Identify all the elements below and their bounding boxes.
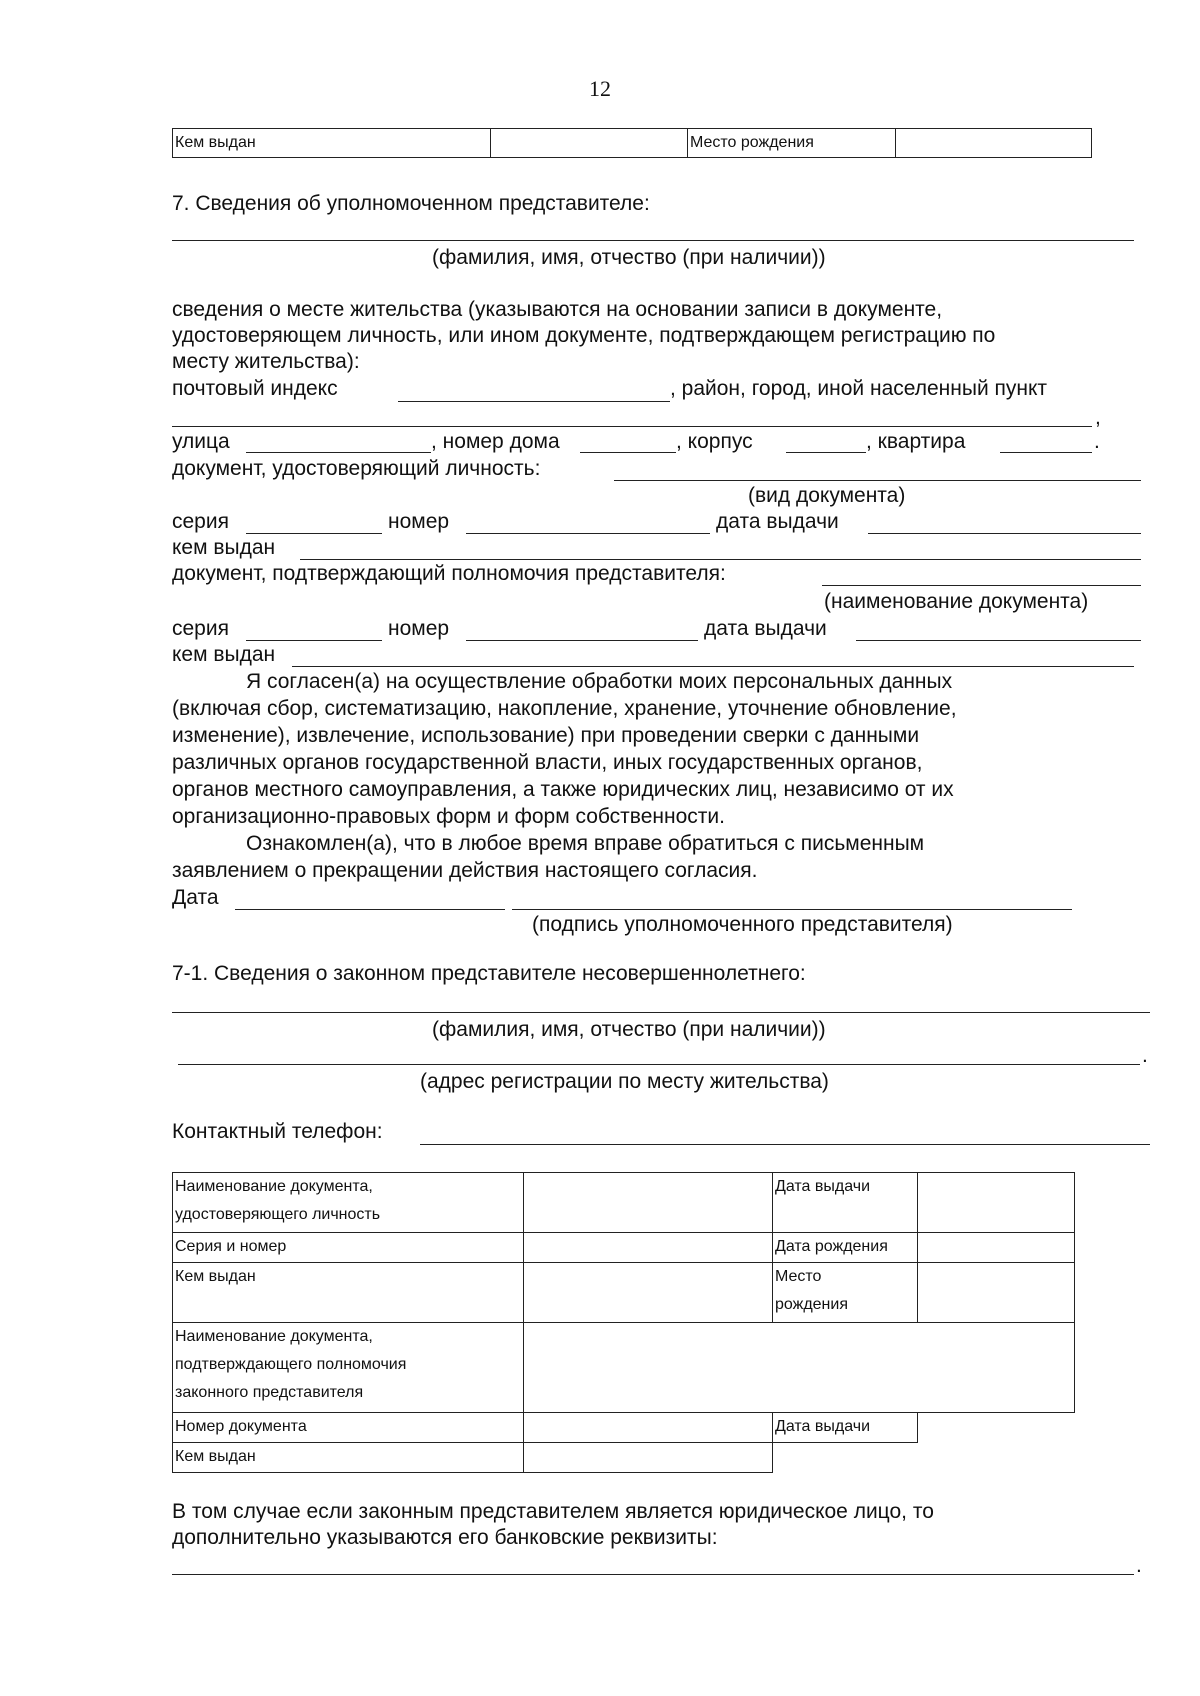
house-label: , номер дома: [431, 430, 560, 453]
series-line[interactable]: [246, 533, 382, 534]
residence-text-2: удостоверяющем личность, или ином документе, подтверждающем регистрацию по: [172, 324, 996, 347]
issued-by-label-2: кем выдан: [172, 643, 276, 666]
issue-date-value[interactable]: [918, 1173, 1075, 1233]
residence-text-3: месту жительства):: [172, 350, 360, 373]
issued-by-line-2[interactable]: [292, 666, 1134, 667]
authority-doc-cell-label: Наименование документа, подтверждающего полномочия законного представителя: [173, 1323, 524, 1413]
doc-name-value[interactable]: [524, 1173, 773, 1233]
doc-issue-date-label: Дата выдачи: [773, 1413, 918, 1443]
informed-line-2: заявлением о прекращении действия настоящего согласия.: [172, 859, 758, 882]
building-line[interactable]: [786, 452, 866, 453]
birthplace-cell: Место рождения: [688, 129, 896, 158]
signature-line[interactable]: [512, 909, 1072, 910]
section-7-1-title: 7-1. Сведения о законном представителе несовершеннолетнего:: [172, 962, 806, 985]
top-table: [172, 128, 1092, 158]
birthplace-value[interactable]: [896, 129, 1092, 158]
series-line-2[interactable]: [246, 640, 382, 641]
page-number: 12: [589, 76, 611, 101]
series-number-label: Серия и номер: [173, 1233, 524, 1263]
issued-by-label: кем выдан: [172, 536, 276, 559]
bank-dot: .: [1136, 1554, 1142, 1577]
authority-doc-line[interactable]: [822, 585, 1141, 586]
empty-cell: [918, 1443, 1075, 1473]
series-label-2: серия: [172, 617, 229, 640]
bank-text-2: дополнительно указываются его банковские реквизиты:: [172, 1526, 718, 1549]
date-label: Дата: [172, 886, 219, 909]
issued-by-cell-value[interactable]: [524, 1263, 773, 1323]
number-label: номер: [388, 510, 450, 533]
consent-line-1: Я согласен(а) на осуществление обработки моих персональных данных: [246, 670, 953, 693]
doc-issue-date-value[interactable]: [918, 1413, 1075, 1443]
doc-name-label: Наименование документа, удостоверяющего личность: [173, 1173, 524, 1233]
date-line[interactable]: [235, 909, 505, 910]
minor-rep-fio-line[interactable]: [172, 1012, 1150, 1013]
representative-doc-table: [172, 1172, 1075, 1473]
registration-address-line[interactable]: [178, 1064, 1140, 1065]
apartment-label: , квартира: [866, 430, 966, 453]
consent-line-2: (включая сбор, систематизацию, накопление, хранение, уточнение обновление,: [172, 697, 957, 720]
authority-doc-cell-value[interactable]: [524, 1323, 1075, 1413]
address-dot: .: [1094, 430, 1100, 453]
bank-details-line[interactable]: [172, 1574, 1134, 1575]
settlement-comma: ,: [1095, 406, 1101, 429]
district-label: , район, город, иной населенный пункт: [670, 377, 1048, 400]
section-7-title: 7. Сведения об уполномоченном представителе:: [172, 192, 650, 215]
doc-number-value[interactable]: [524, 1413, 773, 1443]
issue-date-label: дата выдачи: [716, 510, 839, 533]
number-line-2[interactable]: [466, 640, 698, 641]
street-label: улица: [172, 430, 230, 453]
consent-line-3: изменение), извлечение, использование) при проведении сверки с данными: [172, 724, 920, 747]
doc-issued-by-value[interactable]: [524, 1443, 773, 1473]
series-number-value[interactable]: [524, 1233, 773, 1263]
issued-by-line[interactable]: [300, 559, 1141, 560]
apartment-line[interactable]: [1000, 452, 1092, 453]
doc-type-caption: (вид документа): [748, 484, 906, 507]
signature-caption: (подпись уполномоченного представителя): [532, 913, 953, 936]
street-line[interactable]: [246, 452, 431, 453]
consent-line-5: органов местного самоуправления, а также юридических лиц, независимо от их: [172, 778, 954, 801]
building-label: , корпус: [676, 430, 753, 453]
fio-line[interactable]: [172, 240, 1134, 241]
number-line[interactable]: [466, 533, 710, 534]
issue-date-line[interactable]: [868, 533, 1141, 534]
birthplace-cell-label: Место рождения: [773, 1263, 918, 1323]
house-line[interactable]: [580, 452, 676, 453]
issued-by-cell-label: Кем выдан: [173, 1263, 524, 1323]
id-doc-line[interactable]: [614, 480, 1141, 481]
birth-date-label: Дата рождения: [773, 1233, 918, 1263]
issued-by-cell: Кем выдан: [173, 129, 491, 158]
doc-number-label: Номер документа: [173, 1413, 524, 1443]
phone-label: Контактный телефон:: [172, 1120, 383, 1143]
doc-issued-by-label: Кем выдан: [173, 1443, 524, 1473]
issued-by-value[interactable]: [491, 129, 688, 158]
doc-name-caption: (наименование документа): [824, 590, 1089, 613]
fio-caption: (фамилия, имя, отчество (при наличии)): [432, 246, 826, 269]
empty-cell: [773, 1443, 918, 1473]
address-caption: (адрес регистрации по месту жительства): [420, 1070, 829, 1093]
informed-line-1: Ознакомлен(а), что в любое время вправе обратиться с письменным: [246, 832, 925, 855]
consent-line-6: организационно-правовых форм и форм собственности.: [172, 805, 725, 828]
address-dot-2: .: [1142, 1044, 1148, 1067]
postal-index-line[interactable]: [398, 401, 670, 402]
phone-line[interactable]: [420, 1144, 1150, 1145]
residence-text-1: сведения о месте жительства (указываются на основании записи в документе,: [172, 298, 943, 321]
settlement-line[interactable]: [172, 426, 1092, 427]
number-label-2: номер: [388, 617, 450, 640]
birthplace-cell-value[interactable]: [918, 1263, 1075, 1323]
postal-index-label: почтовый индекс: [172, 377, 338, 400]
birth-date-value[interactable]: [918, 1233, 1075, 1263]
bank-text-1: В том случае если законным представителем является юридическое лицо, то: [172, 1500, 934, 1523]
consent-line-4: различных органов государственной власти, иных государственных органов,: [172, 751, 923, 774]
authority-doc-label: документ, подтверждающий полномочия представителя:: [172, 562, 726, 585]
issue-date-cell-label: Дата выдачи: [773, 1173, 918, 1233]
id-doc-label: документ, удостоверяющий личность:: [172, 457, 541, 480]
issue-date-label-2: дата выдачи: [704, 617, 827, 640]
issue-date-line-2[interactable]: [856, 640, 1141, 641]
series-label: серия: [172, 510, 229, 533]
minor-rep-fio-caption: (фамилия, имя, отчество (при наличии)): [432, 1018, 826, 1041]
